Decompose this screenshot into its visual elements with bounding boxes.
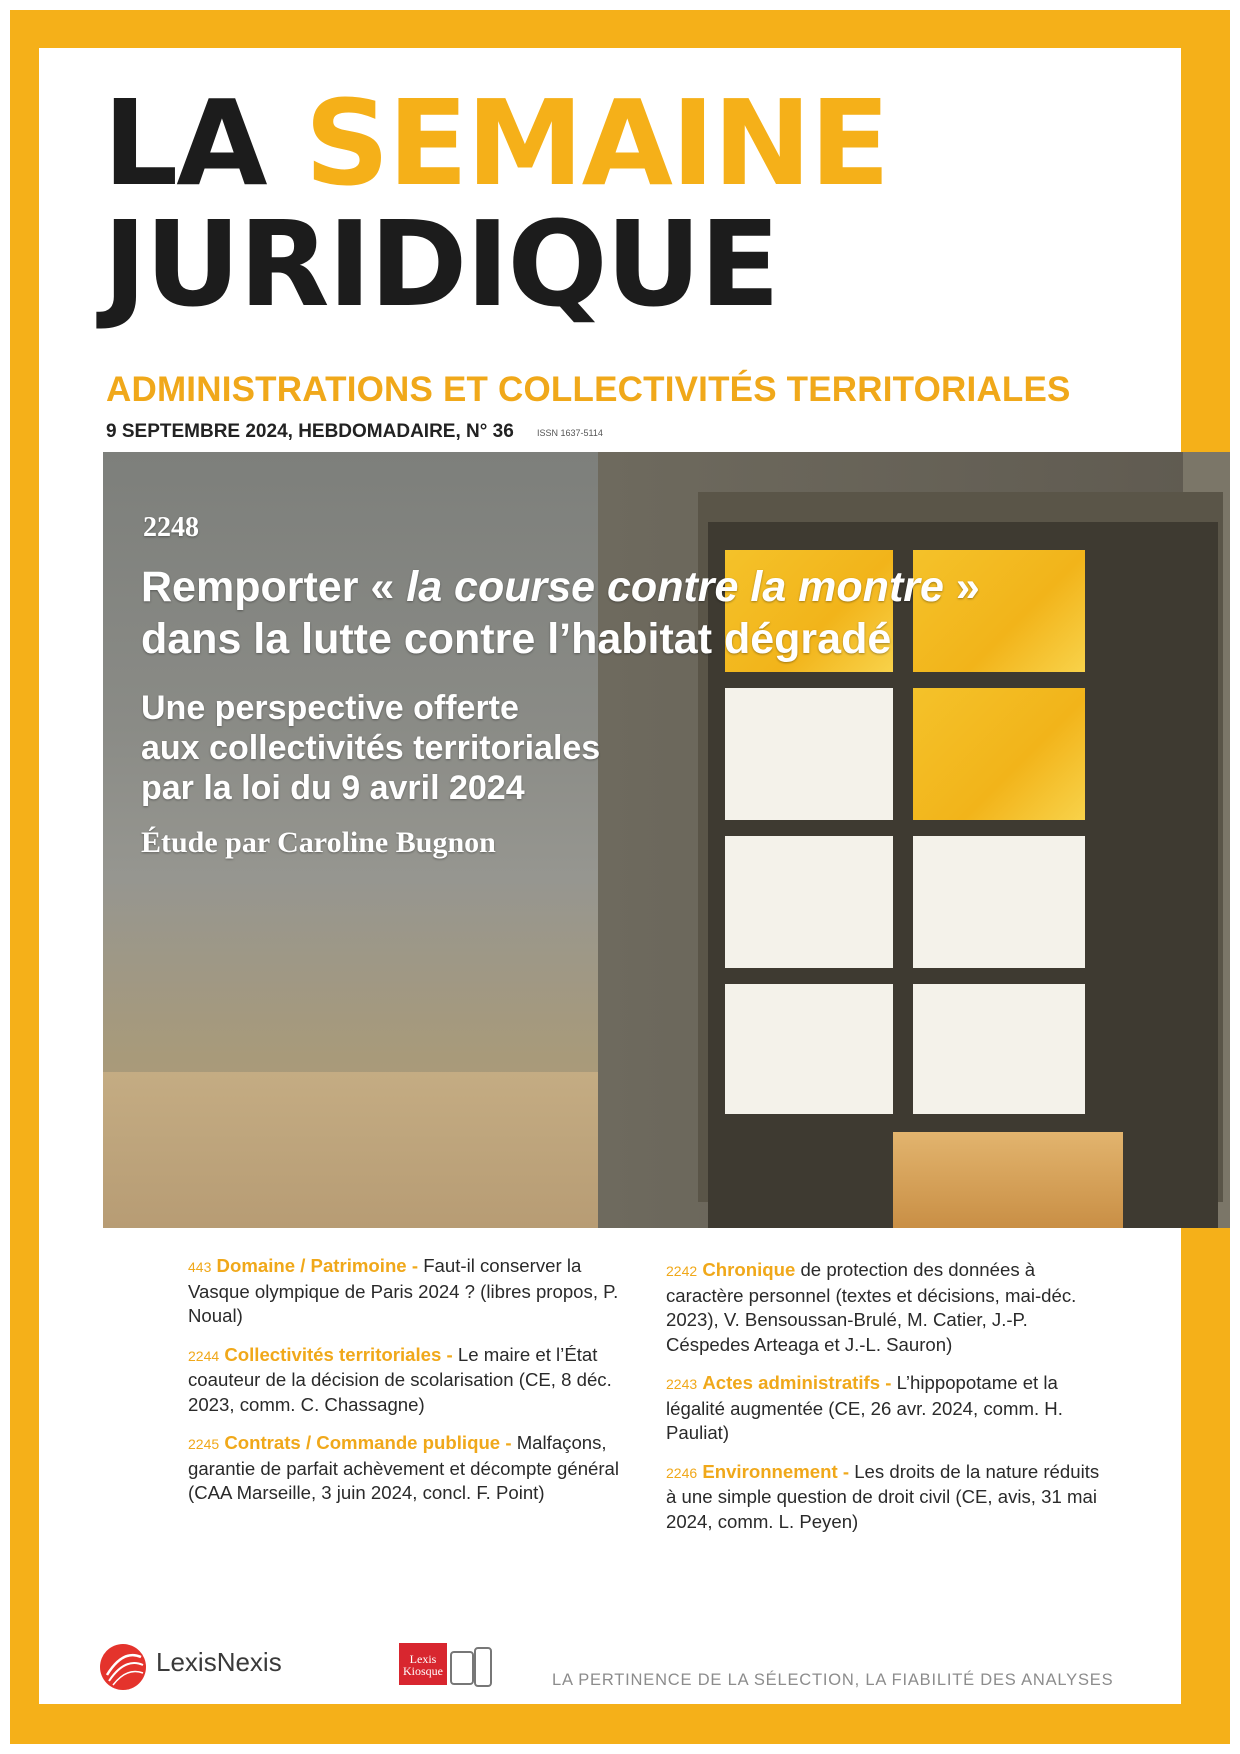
issue-dateline: 9 SEPTEMBRE 2024, HEBDOMADAIRE, N° 36 bbox=[106, 421, 514, 442]
lexis-kiosque-badge: Lexis Kiosque bbox=[399, 1643, 447, 1685]
window-pane bbox=[913, 836, 1085, 968]
window-pane bbox=[725, 836, 893, 968]
cover-headline-line1: Remporter « la course contre la montre » bbox=[141, 563, 980, 611]
window-pane bbox=[725, 984, 893, 1114]
tablet-icon bbox=[451, 1652, 473, 1684]
contents-item: 2246 Environnement - Les droits de la nature réduits à une simple question de droit civil (CE, avis, 31 mai 2024, comm. L. Peyen) bbox=[666, 1460, 1100, 1532]
contents-item: 2243 Actes administratifs - L’hippopotame et la légalité augmentée (CE, 26 avr. 2024, comm. H. Pauliat) bbox=[666, 1372, 1063, 1443]
cover-subheadline: Une perspective offerte bbox=[141, 689, 519, 727]
masthead-semaine: SEMAINE bbox=[304, 74, 889, 212]
cover-headline-line2: dans la lutte contre l’habitat dégradé bbox=[141, 615, 892, 663]
contents-item: 2242 Chronique de protection des données à caractère personnel (textes et décisions, mai-déc. 2023), V. Bensoussan-Brulé, M. Catier, J.-P. Céspedes Arteaga et J.-L. Sauron) bbox=[666, 1259, 1077, 1355]
tagline: LA PERTINENCE DE LA SÉLECTION, LA FIABILITÉ DES ANALYSES bbox=[552, 1671, 1114, 1689]
cover-subheadline: par la loi du 9 avril 2024 bbox=[141, 769, 525, 807]
masthead-la: LA bbox=[103, 74, 266, 212]
contents-item: 443 Domaine / Patrimoine - Faut-il conserver la Vasque olympique de Paris 2024 ? (libres propos, P. Noual) bbox=[188, 1255, 619, 1326]
cover-author: Étude par Caroline Bugnon bbox=[141, 826, 496, 859]
issn: ISSN 1637-5114 bbox=[537, 428, 603, 438]
cover-subheadline: aux collectivités territoriales bbox=[141, 729, 601, 767]
contents-item: 2244 Collectivités territoriales - Le maire et l’État coauteur de la décision de scolarisation (CE, 8 déc. 2023, comm. C. Chassagne) bbox=[188, 1343, 612, 1415]
devices-icon bbox=[449, 1646, 493, 1688]
window-pane bbox=[725, 688, 893, 820]
window-pane bbox=[913, 984, 1085, 1114]
contents-right bbox=[666, 1258, 1106, 1548]
contents-item: 2245 Contrats / Commande publique - Malfaçons, garantie de parfait achèvement et décompte général (CAA Marseille, 3 juin 2024, concl. F. Point) bbox=[188, 1432, 620, 1503]
phone-icon bbox=[475, 1648, 491, 1686]
wooden-box bbox=[893, 1132, 1123, 1228]
window-pane bbox=[913, 688, 1085, 820]
publisher-name: LexisNexis bbox=[156, 1647, 282, 1677]
masthead-title-line1 bbox=[103, 74, 889, 212]
cover-story-number: 2248 bbox=[143, 512, 199, 543]
contents-left bbox=[188, 1254, 633, 1520]
masthead-title-line2: JURIDIQUE bbox=[103, 195, 779, 333]
masthead-subtitle: ADMINISTRATIONS ET COLLECTIVITÉS TERRITORIALES bbox=[106, 370, 1071, 409]
lexisnexis-logo-icon bbox=[97, 1641, 149, 1693]
